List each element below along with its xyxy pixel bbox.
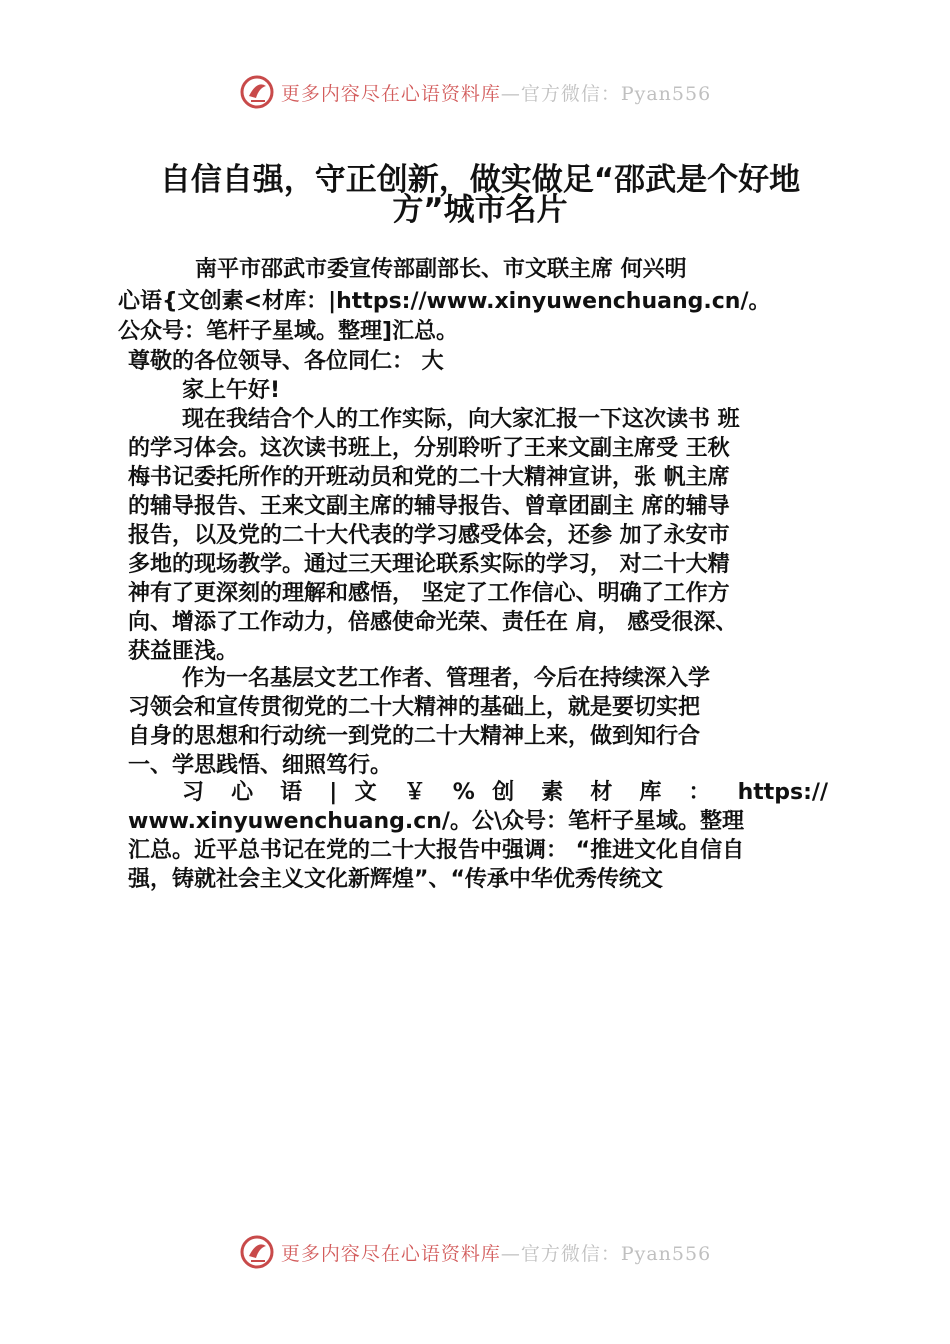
footer-watermark-banner xyxy=(0,1232,950,1272)
banner-lead: 更多内容尽在心语资料库 xyxy=(280,1242,501,1265)
body-line: 现在我结合个人的工作实际，向大家汇报一下这次读书 班 xyxy=(182,407,740,432)
body-line: 公众号：笔杆子星域。整理]汇总。 xyxy=(118,319,459,344)
body-line: 梅书记委托所作的开班动员和党的二十大精神宣讲，张 帆主席 xyxy=(128,465,730,490)
body-line: 获益匪浅。 xyxy=(128,639,239,664)
body-line: 报告，以及党的二十大代表的学习感受体会，还参 加了永安市 xyxy=(128,523,730,548)
brand-logo-icon xyxy=(239,1234,275,1270)
document-title xyxy=(110,162,850,228)
header-watermark-banner xyxy=(0,72,950,112)
body-line: 习 心 语 | 文 ￥ % 创 素 材 库 ： https:// xyxy=(182,780,828,805)
body-line: 家上午好! xyxy=(182,378,281,403)
body-line: 汇总。近平总书记在党的二十大报告中强调： “推进文化自信自 xyxy=(128,838,745,863)
body-line: 神有了更深刻的理解和感悟， 坚定了工作信心、明确了工作方 xyxy=(128,581,730,606)
title-line-1: 自信自强，守正创新，做实做足“邵武是个好地 xyxy=(159,162,801,198)
body-line: 的学习体会。这次读书班上，分别聆听了王来文副主席受 王秋 xyxy=(128,436,730,461)
author-line: 南平市邵武市委宣传部副部长、市文联主席 何兴明 xyxy=(195,257,687,282)
body-line: www.xinyuwenchuang.cn/。公\众号：笔杆子星域。整理 xyxy=(128,809,744,834)
banner-lead: 更多内容尽在心语资料库 xyxy=(280,82,501,105)
body-line: 心语{文创素<材库：|https://www.xinyuwenchuang.cn/。 xyxy=(118,289,771,314)
brand-logo-icon xyxy=(239,74,275,110)
title-line-2: 方”城市名片 xyxy=(392,192,568,228)
body-line: 的辅导报告、王来文副主席的辅导报告、曾章团副主 席的辅导 xyxy=(128,494,730,519)
banner-rest: —官方微信：Pyan556 xyxy=(500,82,712,105)
body-line: 多地的现场教学。通过三天理论联系实际的学习， 对二十大精 xyxy=(128,552,730,577)
body-line: 向、增添了工作动力，倍感使命光荣、责任在 肩， 感受很深、 xyxy=(128,610,738,635)
body-line: 作为一名基层文艺工作者、管理者，今后在持续深入学 xyxy=(182,666,711,691)
body-line: 习领会和宣传贯彻党的二十大精神的基础上，就是要切实把 xyxy=(128,695,701,720)
banner-text xyxy=(281,79,711,106)
body-line: 一、学思践悟、细照笃行。 xyxy=(128,753,393,778)
body-line: 自身的思想和行动统一到党的二十大精神上来，做到知行合 xyxy=(128,724,701,749)
banner-rest: —官方微信：Pyan556 xyxy=(500,1242,712,1265)
body-line: 尊敬的各位领导、各位同仁： 大 xyxy=(128,349,444,374)
body-line: 强，铸就社会主义文化新辉煌”、“传承中华优秀传统文 xyxy=(128,867,663,892)
banner-text xyxy=(281,1239,711,1266)
